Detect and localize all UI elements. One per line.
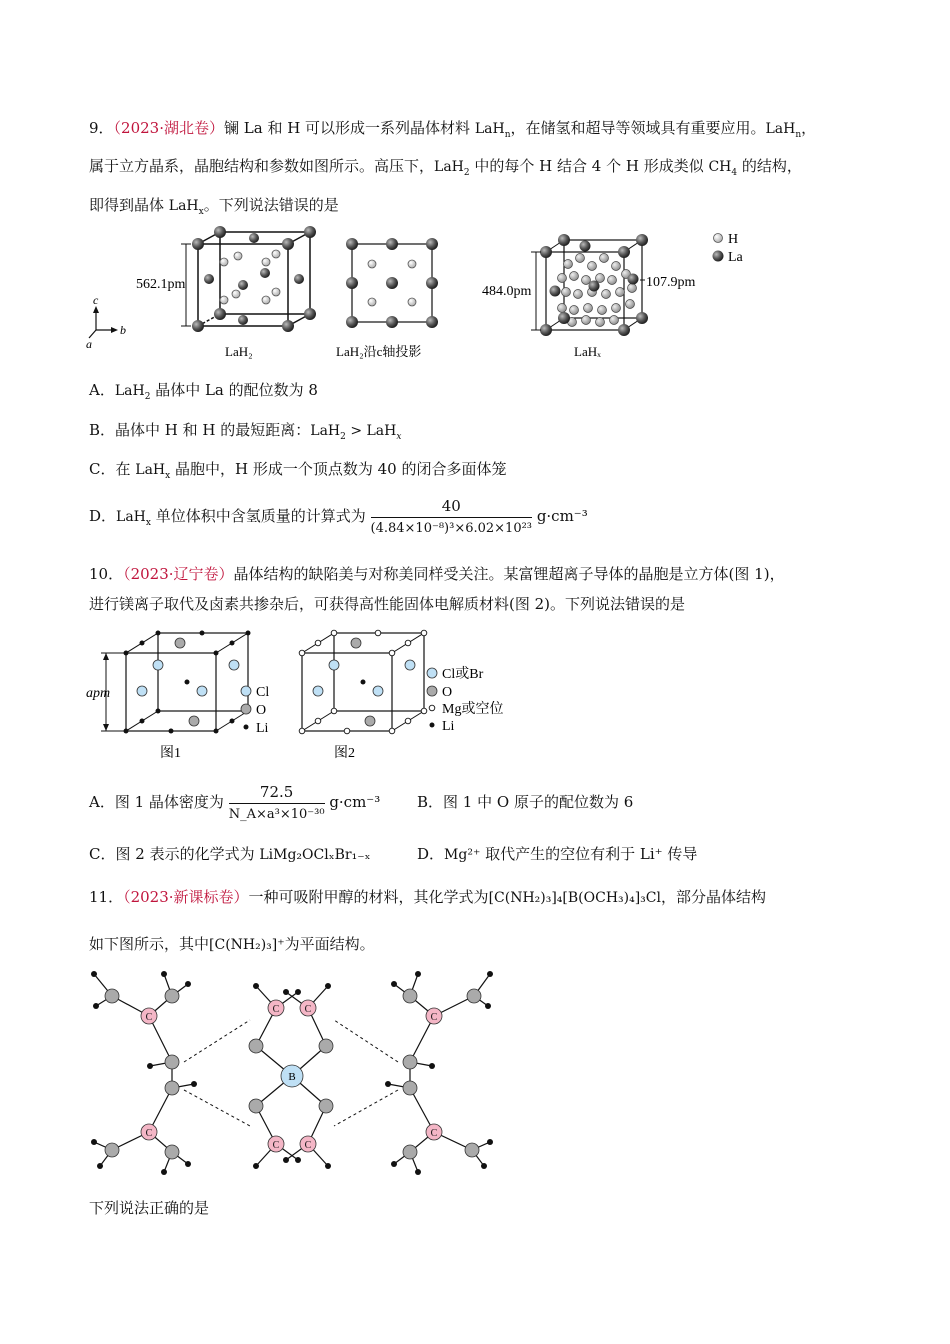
li-legend-icon-2 xyxy=(430,723,435,728)
svg-text:C: C xyxy=(304,1140,312,1151)
q9-option-b: B．晶体中 H 和 H 的最短距离：LaH$_2$ > LaH$_x$ xyxy=(89,421,402,442)
svg-text:Li: Li xyxy=(256,721,269,736)
svg-text:C: C xyxy=(272,1004,280,1015)
q9-option-a: A．LaH$_2$ 晶体中 La 的配位数为 8 xyxy=(89,381,318,402)
lahx-cell xyxy=(482,234,696,359)
svg-text:Cl: Cl xyxy=(256,685,270,700)
q11-figure xyxy=(84,966,504,1176)
q11-number: 11． xyxy=(89,888,124,906)
lah2-caption: LaH₂ xyxy=(225,344,253,359)
q11-source: （2023·新课标卷） xyxy=(123,888,249,906)
svg-text:O: O xyxy=(442,685,453,700)
q10-source: （2023·辽宁卷） xyxy=(123,565,234,583)
q10-figure xyxy=(80,625,530,765)
figure1-cell xyxy=(86,631,269,762)
svg-text:Mg或空位: Mg或空位 xyxy=(442,702,504,717)
q10-option-d: D．Mg²⁺ 取代产生的空位有利于 Li⁺ 传导 xyxy=(417,845,698,863)
svg-text:Cl或Br: Cl或Br xyxy=(442,667,484,682)
projection-caption: LaH₂沿c轴投影 xyxy=(336,344,422,359)
svg-text:Li: Li xyxy=(442,719,455,734)
svg-text:C: C xyxy=(145,1128,153,1139)
lahx-caption: LaHₓ xyxy=(574,344,601,359)
la-legend-icon xyxy=(713,251,724,262)
q9-line3: 即得到晶体 LaH$_x$。下列说法错误的是 xyxy=(89,196,339,217)
svg-text:a: a xyxy=(86,337,92,351)
h-legend-icon xyxy=(714,234,723,243)
svg-text:C: C xyxy=(430,1012,438,1023)
svg-text:B: B xyxy=(288,1071,296,1083)
q10-option-c: C．图 2 表示的化学式为 LiMg₂OClₓBr₁₋ₓ xyxy=(89,845,371,863)
q10-line1: 10．（2023·辽宁卷）晶体结构的缺陷美与对称美同样受关注。某富锂超离子导体的晶胞是立方体(图 1)， xyxy=(89,565,785,583)
svg-text:H: H xyxy=(728,232,739,247)
figure1-caption: 图1 xyxy=(160,746,181,761)
q9-line2: 属于立方晶系，晶胞结构和参数如图所示。高压下，LaH$_2$ 中的每个 H 结合 4 个 H 形成类似 $CH_4$ 的结构， xyxy=(89,157,802,178)
q9-figure xyxy=(80,222,780,367)
lahx-hh-dim: 107.9pm xyxy=(646,275,696,290)
lah2-dim: 562.1pm xyxy=(136,277,186,292)
q9-option-c: C．在 LaH$_x$ 晶胞中，H 形成一个顶点数为 40 的闭合多面体笼 xyxy=(89,460,507,481)
q9-line1: 9．（2023·湖北卷）镧 La 和 H 可以形成一系列晶体材料 LaH$_n$，在储氢和超导等领域具有重要应用。LaH$_n$， xyxy=(89,119,817,140)
axes-icon xyxy=(86,293,126,351)
q10-number: 10． xyxy=(89,565,124,583)
q10-option-a: A．图 1 晶体密度为 $\frac{72.5}{\text{N\_A×a³×10⁻³⁰}}$ g·cm⁻³ xyxy=(89,782,381,822)
li-legend-icon xyxy=(244,725,249,730)
q9-d-fraction: $\frac{40}{\text{(4.84×10⁻⁸)³×6.02×10²³}}$ xyxy=(370,496,533,536)
q11-line1: 11．（2023·新课标卷）一种可吸附甲醇的材料，其化学式为[C(NH₂)₃]₄[B(OCH₃)₄]₃Cl，部分晶体结构 xyxy=(89,888,766,906)
svg-text:C: C xyxy=(145,1012,153,1023)
o-legend-icon-2 xyxy=(427,686,437,696)
lah2-cell xyxy=(136,226,316,359)
svg-text:C: C xyxy=(304,1004,312,1015)
q9-source: （2023·湖北卷） xyxy=(113,119,224,137)
lah2-projection xyxy=(336,238,438,359)
q9-option-d: D．LaH$_x$ 单位体积中含氢质量的计算式为 $\frac{40}{\text{(4.84×10⁻⁸)³×6.02×10²³}}$ g·cm⁻³ xyxy=(89,496,588,536)
q11-stem: 下列说法正确的是 xyxy=(89,1199,210,1217)
svg-text:O: O xyxy=(256,703,267,718)
svg-text:c: c xyxy=(93,293,99,307)
svg-text:La: La xyxy=(728,250,743,265)
q9-number: 9． xyxy=(89,119,114,137)
q11-line2: 如下图所示，其中[C(NH₂)₃]⁺为平面结构。 xyxy=(89,935,375,953)
q10-option-b: B．图 1 中 O 原子的配位数为 6 xyxy=(417,793,634,811)
q10-line2: 进行镁离子取代及卤素共掺杂后，可获得高性能固体电解质材料(图 2)。下列说法错误的是 xyxy=(89,595,686,613)
cl-br-legend-icon xyxy=(427,668,437,678)
figure2-caption: 图2 xyxy=(334,746,355,761)
q10-a-fraction: $\frac{72.5}{\text{N\_A×a³×10⁻³⁰}}$ xyxy=(228,782,325,822)
svg-text:b: b xyxy=(120,323,126,337)
q9-legend xyxy=(713,232,744,265)
svg-text:C: C xyxy=(430,1128,438,1139)
figure1-dim: apm xyxy=(86,686,111,701)
lahx-dim: 484.0pm xyxy=(482,284,532,299)
figure2-cell xyxy=(299,630,503,761)
o-legend-icon xyxy=(241,704,251,714)
cl-legend-icon xyxy=(241,686,251,696)
mg-vacancy-legend-icon xyxy=(429,705,435,711)
svg-text:C: C xyxy=(272,1140,280,1151)
